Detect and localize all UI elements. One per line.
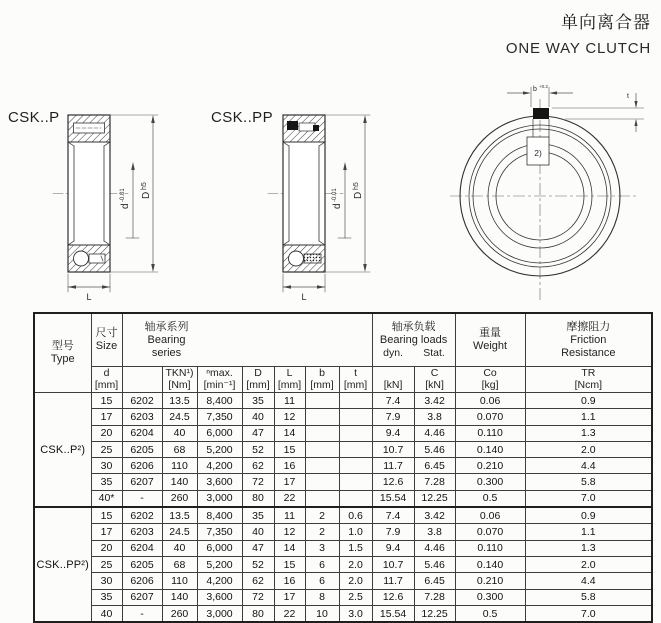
table-cell: 0.06 (455, 507, 525, 524)
table-cell: 6.45 (414, 573, 455, 589)
table-cell: 22 (274, 605, 305, 622)
table-cell: 6 (305, 556, 339, 572)
table-cell: 4,200 (197, 573, 242, 589)
table-cell: 7.9 (372, 409, 414, 425)
table-cell: 2.0 (339, 573, 372, 589)
table-cell: 0.210 (455, 458, 525, 474)
table-cell: 5.46 (414, 441, 455, 457)
subcol-b: b [mm] (305, 367, 339, 393)
table-cell: 0.070 (455, 524, 525, 540)
bearing-label-en1: Bearing (147, 333, 186, 346)
table-cell: 72 (242, 474, 274, 490)
table-cell: 6,000 (197, 425, 242, 441)
table-cell: 80 (242, 490, 274, 507)
sub-header-row (34, 367, 652, 393)
svg-text:d: d (332, 203, 343, 209)
table-cell: 72 (242, 589, 274, 605)
table-cell: 14 (274, 425, 305, 441)
table-cell: 2 (305, 507, 339, 524)
table-cell: 5.46 (414, 556, 455, 572)
table-row (34, 409, 652, 425)
table-cell: 6,000 (197, 540, 242, 556)
table-row (34, 490, 652, 507)
svg-text:D: D (141, 191, 152, 199)
table-cell: 4.46 (414, 540, 455, 556)
table-row (34, 540, 652, 556)
keyway-detail (533, 108, 549, 119)
col-header-bearing-series (122, 313, 372, 367)
table-cell: 0.9 (525, 393, 652, 409)
table-cell (339, 393, 372, 409)
bearing-label-en2: series (151, 346, 182, 359)
subcol-L: L [mm] (274, 367, 305, 393)
table-cell: 3.42 (414, 507, 455, 524)
table-cell: 1.0 (339, 524, 372, 540)
table-cell (339, 474, 372, 490)
table-cell: 1.5 (339, 540, 372, 556)
table-row (34, 556, 652, 572)
table-cell: 5,200 (197, 556, 242, 572)
table-cell: 7.28 (414, 474, 455, 490)
bearing-label-zh: 轴承系列 (144, 320, 189, 333)
table-cell: 6207 (122, 474, 162, 490)
table-cell: 40* (91, 490, 122, 507)
table-cell: 8 (305, 589, 339, 605)
table-cell (339, 490, 372, 507)
table-cell: 11.7 (372, 458, 414, 474)
col-header-bearing-loads (372, 313, 455, 367)
dim-label-d (332, 188, 343, 209)
dim-label-L: L (301, 292, 307, 302)
table-cell: 12.25 (414, 490, 455, 507)
table-cell: 6202 (122, 507, 162, 524)
table-cell: 1.1 (525, 524, 652, 540)
table-cell: 10.7 (372, 556, 414, 572)
table-cell: 35 (91, 474, 122, 490)
friction-label-en1: Friction (570, 333, 607, 346)
table-cell: 9.4 (372, 540, 414, 556)
dim-label-b-tol: +0.2 (539, 85, 548, 89)
col-header-type (34, 313, 91, 393)
table-row (34, 524, 652, 540)
table-cell: 11 (274, 393, 305, 409)
dim-label-t: t (627, 93, 629, 100)
dim-label-D (141, 182, 152, 199)
table-cell: 15 (274, 441, 305, 457)
table-cell (305, 441, 339, 457)
table-cell: 25 (91, 441, 122, 457)
subcol-dyn-kn: [kN] (372, 367, 414, 393)
table-cell: 6204 (122, 425, 162, 441)
type-cell: CSK..P²) (34, 393, 91, 508)
table-cell (305, 458, 339, 474)
svg-text:D: D (353, 191, 364, 199)
table-cell: 12 (274, 409, 305, 425)
table-cell: 2.0 (339, 556, 372, 572)
table-cell: 10 (305, 605, 339, 622)
table-cell: 47 (242, 425, 274, 441)
table-cell: 17 (91, 409, 122, 425)
size-label-en: Size (95, 340, 118, 352)
table-cell: 4.4 (525, 458, 652, 474)
table-cell: 12.25 (414, 605, 455, 622)
csk-p-section-drawing (53, 115, 158, 302)
table-cell: 0.140 (455, 556, 525, 572)
table-cell: 0.210 (455, 573, 525, 589)
table-cell: 110 (162, 458, 197, 474)
table-cell: 260 (162, 490, 197, 507)
table-cell: 13.5 (162, 393, 197, 409)
subcol-t: t [mm] (339, 367, 372, 393)
table-cell: 11.7 (372, 573, 414, 589)
table-cell: 15 (91, 507, 122, 524)
table-cell: 40 (162, 540, 197, 556)
table-cell (305, 474, 339, 490)
table-cell: 1.3 (525, 540, 652, 556)
spec-table (33, 312, 653, 623)
table-cell: 0.110 (455, 540, 525, 556)
table-cell: 52 (242, 556, 274, 572)
table-cell: 35 (91, 589, 122, 605)
table-cell: 7,350 (197, 409, 242, 425)
subcol-series (122, 367, 162, 393)
table-row (34, 573, 652, 589)
table-row (34, 441, 652, 457)
table-row (34, 507, 652, 524)
table-cell: 3,000 (197, 490, 242, 507)
table-cell: 22 (274, 490, 305, 507)
table-cell: 0.300 (455, 474, 525, 490)
table-cell: 5.8 (525, 589, 652, 605)
table-cell: 5.8 (525, 474, 652, 490)
table-cell: 3,600 (197, 474, 242, 490)
table-cell: 35 (242, 393, 274, 409)
table-cell: 7.28 (414, 589, 455, 605)
technical-drawings (0, 85, 661, 312)
table-row (34, 393, 652, 409)
table-cell: 52 (242, 441, 274, 457)
table-cell: 24.5 (162, 524, 197, 540)
svg-text:-0.01: -0.01 (120, 188, 126, 202)
table-cell: 40 (242, 524, 274, 540)
friction-label-zh: 摩擦阻力 (566, 320, 611, 333)
col-header-friction (525, 313, 652, 367)
table-cell: 12.6 (372, 474, 414, 490)
table-cell: 3.8 (414, 409, 455, 425)
table-cell: 7.4 (372, 507, 414, 524)
dim-label-D (353, 182, 364, 199)
table-cell: 35 (242, 507, 274, 524)
table-cell: 7.0 (525, 490, 652, 507)
table-cell: 6 (305, 573, 339, 589)
subcol-stat-c: C [kN] (414, 367, 455, 393)
table-cell: 15 (274, 556, 305, 572)
svg-text:h5: h5 (353, 182, 360, 190)
table-cell: - (122, 490, 162, 507)
page-title-en: ONE WAY CLUTCH (505, 40, 651, 57)
table-cell (339, 409, 372, 425)
table-cell: 110 (162, 573, 197, 589)
table-cell: 16 (274, 458, 305, 474)
table-cell: 25 (91, 556, 122, 572)
loads-dyn-label: dyn. (383, 346, 403, 359)
keyway-key-fill (287, 121, 298, 130)
table-cell (339, 441, 372, 457)
table-cell (339, 458, 372, 474)
table-cell: 3.0 (339, 605, 372, 622)
group-header-row (34, 313, 652, 367)
table-cell (305, 425, 339, 441)
table-cell: 15 (91, 393, 122, 409)
col-header-weight (455, 313, 525, 367)
table-cell: 6.45 (414, 458, 455, 474)
table-cell: 5,200 (197, 441, 242, 457)
page-title-zh: 单向离合器 (561, 13, 651, 32)
table-cell: 15.54 (372, 605, 414, 622)
table-cell: 12 (274, 524, 305, 540)
table-cell: 62 (242, 573, 274, 589)
table-cell: 4.46 (414, 425, 455, 441)
table-cell: 7.0 (525, 605, 652, 622)
table-cell: 12.6 (372, 589, 414, 605)
svg-text:-0.01: -0.01 (332, 188, 338, 202)
table-cell: 0.300 (455, 589, 525, 605)
svg-text:h5: h5 (141, 182, 148, 190)
table-cell: 3.42 (414, 393, 455, 409)
table-cell: 6205 (122, 441, 162, 457)
size-label-zh: 尺寸 (95, 327, 118, 339)
csk-pp-section-drawing (268, 115, 370, 302)
ref-marker-label: 2) (534, 148, 542, 158)
table-cell: 47 (242, 540, 274, 556)
table-row (34, 458, 652, 474)
table-cell (339, 425, 372, 441)
subcol-D: D [mm] (242, 367, 274, 393)
table-cell: 17 (274, 474, 305, 490)
subcol-tkn: TKN¹) [Nm] (162, 367, 197, 393)
table-cell: 62 (242, 458, 274, 474)
table-cell (305, 393, 339, 409)
type-cell: CSK..PP²) (34, 507, 91, 622)
table-cell: 6202 (122, 393, 162, 409)
table-cell: 3 (305, 540, 339, 556)
table-row (34, 589, 652, 605)
weight-label-zh: 重量 (479, 327, 502, 339)
table-cell: 15.54 (372, 490, 414, 507)
table-cell: 0.9 (525, 507, 652, 524)
table-cell: 40 (162, 425, 197, 441)
table-cell: 10.7 (372, 441, 414, 457)
table-cell: 4,200 (197, 458, 242, 474)
table-cell: 6203 (122, 409, 162, 425)
type-label-zh: 型号 (51, 340, 74, 352)
table-cell: 4.4 (525, 573, 652, 589)
table-cell: 17 (274, 589, 305, 605)
table-cell: 2.0 (525, 441, 652, 457)
table-cell: 17 (91, 524, 122, 540)
table-cell: 40 (242, 409, 274, 425)
table-cell: 7,350 (197, 524, 242, 540)
table-cell: 13.5 (162, 507, 197, 524)
table-cell: 9.4 (372, 425, 414, 441)
dim-label-L: L (86, 292, 92, 302)
table-cell: - (122, 605, 162, 622)
table-cell: 2 (305, 524, 339, 540)
table-cell: 0.5 (455, 605, 525, 622)
table-cell: 2.0 (525, 556, 652, 572)
table-cell: 16 (274, 573, 305, 589)
table-cell: 68 (162, 556, 197, 572)
table-cell: 80 (242, 605, 274, 622)
table-cell: 7.9 (372, 524, 414, 540)
table-cell: 11 (274, 507, 305, 524)
subcol-tr: TR [Ncm] (525, 367, 652, 393)
svg-text:d: d (120, 203, 131, 209)
table-cell: 8,400 (197, 507, 242, 524)
table-cell: 20 (91, 540, 122, 556)
table-cell: 6206 (122, 573, 162, 589)
loads-label-zh: 轴承负载 (391, 320, 436, 333)
table-cell: 6205 (122, 556, 162, 572)
table-cell: 0.06 (455, 393, 525, 409)
drawing-label-csk-p: CSK..P (8, 109, 60, 126)
loads-label-en: Bearing loads (379, 333, 448, 346)
table-cell: 140 (162, 589, 197, 605)
dim-label-d (120, 188, 131, 209)
table-cell: 24.5 (162, 409, 197, 425)
table-cell: 1.1 (525, 409, 652, 425)
table-cell: 3,000 (197, 605, 242, 622)
table-cell: 6206 (122, 458, 162, 474)
table-cell: 2.5 (339, 589, 372, 605)
table-cell: 6203 (122, 524, 162, 540)
table-cell: 0.140 (455, 441, 525, 457)
loads-stat-label: Stat. (423, 346, 445, 359)
table-cell (305, 409, 339, 425)
subcol-d: d [mm] (91, 367, 122, 393)
table-cell (305, 490, 339, 507)
table-cell: 30 (91, 573, 122, 589)
table-cell: 6204 (122, 540, 162, 556)
table-cell: 6207 (122, 589, 162, 605)
table-cell: 8,400 (197, 393, 242, 409)
drawing-label-csk-pp: CSK..PP (211, 109, 273, 126)
table-cell: 140 (162, 474, 197, 490)
table-cell: 3,600 (197, 589, 242, 605)
table-cell: 1.3 (525, 425, 652, 441)
front-view-drawing (450, 85, 644, 301)
table-cell: 14 (274, 540, 305, 556)
type-label-en: Type (50, 353, 75, 365)
weight-label-en: Weight (473, 340, 508, 352)
table-cell: 30 (91, 458, 122, 474)
table-row (34, 425, 652, 441)
table-cell: 3.8 (414, 524, 455, 540)
subcol-nmax: ⁿmax. [min⁻¹] (197, 367, 242, 393)
friction-label-en2: Resistance (561, 346, 616, 359)
table-cell: 0.5 (455, 490, 525, 507)
table-cell: 260 (162, 605, 197, 622)
subcol-co: Co [kg] (455, 367, 525, 393)
dim-label-b: b (533, 86, 537, 93)
col-header-size (91, 313, 122, 367)
table-cell: 0.110 (455, 425, 525, 441)
table-cell: 68 (162, 441, 197, 457)
table-cell: 7.4 (372, 393, 414, 409)
table-cell: 0.070 (455, 409, 525, 425)
table-row (34, 605, 652, 622)
table-cell: 20 (91, 425, 122, 441)
table-cell: 0.6 (339, 507, 372, 524)
table-row (34, 474, 652, 490)
table-cell: 40 (91, 605, 122, 622)
